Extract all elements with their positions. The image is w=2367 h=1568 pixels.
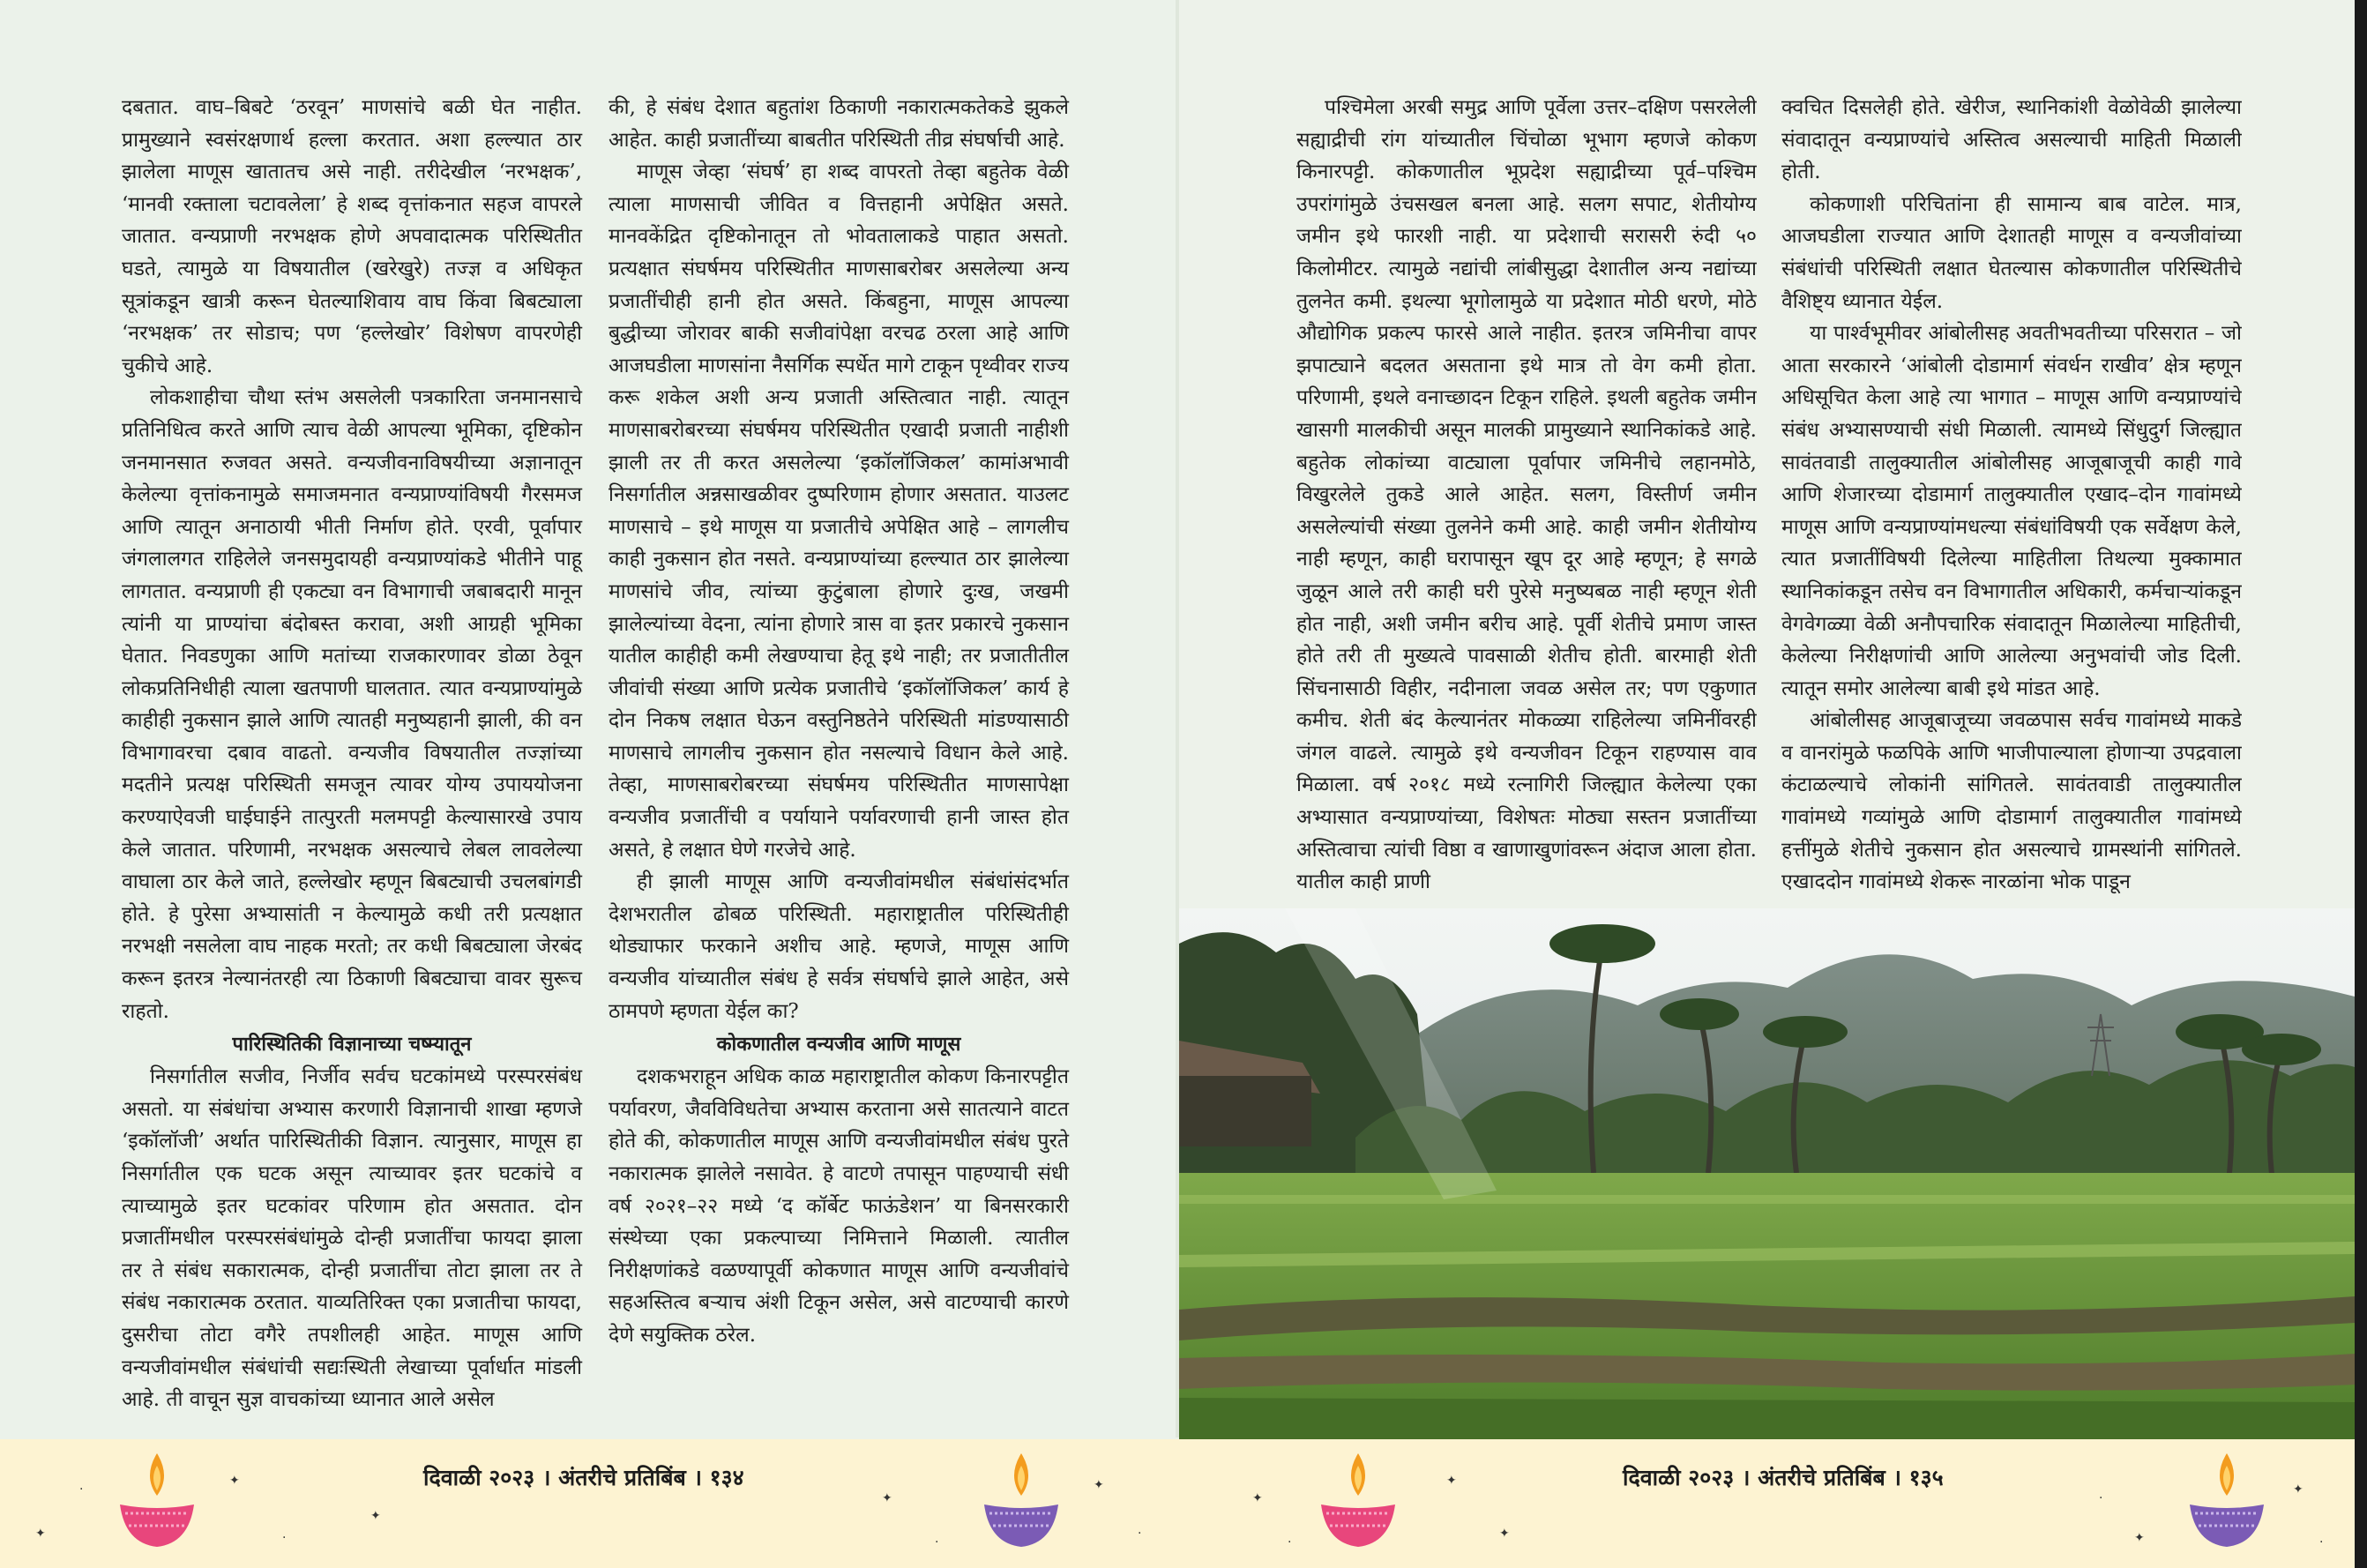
paragraph: कोकणाशी परिचितांना ही सामान्य बाब वाटेल. मात्र, आजघडीला राज्यात आणि देशातही माणूस व वन्यजीवांच्या संबंधांची परिस्थिती लक्षात घेतल्यास कोकणातील परिस्थितीचे वैशिष्ट्य ध्यानात येईल. (1781, 192, 2242, 313)
footer-page-label-left: दिवाळी २०२३ । अंतरीचे प्रतिबिंब । १३४ (423, 1465, 744, 1490)
paragraph: आंबोलीसह आजूबाजूच्या जवळपास सर्वच गावांमध्ये माकडे व वानरांमुळे फळपिके आणि भाजीपाल्याला होणाऱ्या उपद्रवाला कंटाळल्याचे लोकांनी सांगितले. सावंतवाडी तालुक्यातील गावांमध्ये गव्यांमुळे आणि दोडामार्ग तालुक्यातील गावांमध्ये हत्तींमुळे शेतीचे नुकसान होत असल्याचे ग्रामस्थांनी सांगितले. एखाददोन गावांमध्ये शेकरू नारळांना भोक पाडून (1781, 709, 2242, 894)
star-icon: · (935, 1535, 939, 1549)
paragraph: निसर्गातील सजीव, निर्जीव सर्वच घटकांमध्ये परस्परसंबंध असतो. या संबंधांचा अभ्यास करणारी विज्ञानाची शाखा म्हणजे ‘इकॉलॉजी’ अर्थात पारिस्थितीकी विज्ञान. त्यानुसार, माणूस हा निसर्गातील एक घटक असून त्याच्यावर इतर घटकांचे व त्याच्यामुळे इतर घटकांवर परिणाम होत असतात. दोन प्रजातींमधील परस्परसंबंधांमुळे दोन्ही प्रजातींचा फायदा झाला तर ते संबंध सकारात्मक, दोन्ही प्रजातींचा तोटा झाला तर ते संबंध नकारात्मक ठरतात. याव्यतिरिक्त एका प्रजातीचा फायदा, दुसरीचा तोटा वगैरे तपशीलही आहेत. माणूस आणि वन्यजीवांमधील संबंधांची सद्यःस्थिती लेखाच्या पूर्वार्धात मांडली आहे. ती वाचून सुज्ञ वाचकांच्या ध्यानात आले असेल (122, 1065, 582, 1412)
section-heading: कोकणातील वन्यजीव आणि माणूस (716, 1034, 961, 1057)
section-heading: पारिस्थितिकी विज्ञानाच्या चष्म्यातून (232, 1034, 472, 1057)
star-icon: ✦ (370, 1509, 381, 1523)
star-icon: ✦ (1252, 1491, 1263, 1505)
star-icon: · (1288, 1535, 1292, 1549)
paragraph: माणूस जेव्हा ‘संघर्ष’ हा शब्द वापरतो तेव्हा बहुतेक वेळी त्याला माणसाची जीवित व वित्तहानी अपेक्षित असते. मानवकेंद्रित दृष्टिकोनातून तो भोवतालाकडे पाहात असतो. प्रत्यक्षात संघर्षमय परिस्थितीत माणसाबरोबर असलेल्या अन्य प्रजातींचीही हानी होत असते. किंबहुना, माणूस आपल्या बुद्धीच्या जोरावर बाकी सजीवांपेक्षा वरचढ ठरला आहे आणि आजघडीला माणसांना नैसर्गिक स्पर्धेत मागे टाकून पृथ्वीवर राज्य करू शकेल अशी अन्य प्रजाती अस्तित्वात नाही. त्यातून माणसाबरोबरच्या संघर्षमय परिस्थितीत एखादी प्रजाती नाहीशी झाली तर ती करत असलेल्या ‘इकॉलॉजिकल’ कामांअभावी निसर्गातील अन्नसाखळीवर दुष्परिणाम होणार असतात. याउलट माणसाचे – इथे माणूस या प्रजातीचे अपेक्षित आहे – लागलीच काही नुकसान होत नसते. वन्यप्राण्यांच्या हल्ल्यात ठार झालेल्या माणसांचे जीव, त्यांच्या कुटुंबाला होणारे दुःख, जखमी झालेल्यांच्या वेदना, त्यांना होणारे त्रास वा इतर प्रकारचे नुकसान यातील काहीही कमी लेखण्याचा हेतू इथे नाही; तर प्रजातीतील जीवांची संख्या आणि प्रत्येक प्रजातीचे ‘इकॉलॉजिकल’ कार्य हे दोन निकष लक्षात घेऊन वस्तुनिष्ठतेने परिस्थिती मांडण्यासाठी माणसाचे लागलीच नुकसान होत नसल्याचे विधान केले आहे. तेव्हा, माणसाबरोबरच्या संघर्षमय परिस्थितीत माणसापेक्षा वन्यजीव प्रजातींची व पर्यायाने पर्यावरणाची हानी जास्त होत असते, हे लक्षात घेणे गरजेचे आहे. (609, 161, 1069, 862)
paragraph: दबतात. वाघ–बिबटे ‘ठरवून’ माणसांचे बळी घेत नाहीत. प्रामुख्याने स्वसंरक्षणार्थ हल्ला करतात. अशा हल्ल्यात ठार झालेला माणूस खातातच असे नाही. तरीदेखील ‘नरभक्षक’, ‘मानवी रक्ताला चटावलेला’ हे शब्द वृत्तांकनात सहज वापरले जातात. वन्यप्राणी नरभक्षक होणे अपवादात्मक परिस्थितीत घडते, त्यामुळे या विषयातील (खरेखुरे) तज्ज्ञ व अधिकृत सूत्रांकडून खात्री करून घेतल्याशिवाय वाघ किंवा बिबट्याला ‘नरभक्षक’ तर सोडाच; पण ‘हल्लेखोर’ विशेषण वापरणेही चुकीचे आहे. (122, 96, 582, 377)
diya-lamp-icon (1314, 1446, 1402, 1561)
star-icon: ✦ (35, 1527, 46, 1541)
scan-edge (2355, 0, 2367, 1568)
paragraph: दशकभराहून अधिक काळ महाराष्ट्रातील कोकण किनारपट्टीत पर्यावरण, जैवविविधतेचा अभ्यास करताना असे सातत्याने वाटत होते की, कोकणातील माणूस आणि वन्यजीवांमधील संबंध पुरते नकारात्मक झालेले नसावेत. हे वाटणे तपासून पाहण्याची संधी वर्ष २०२१–२२ मध्ये ‘द कॉर्बेट फाऊंडेशन’ या बिनसरकारी संस्थेच्या एका प्रकल्पाच्या निमित्ताने मिळाली. त्यातील निरीक्षणांकडे वळण्यापूर्वी कोकणात माणूस आणि वन्यजीवांचे सहअस्तित्व बऱ्याच अंशी टिकून असेल, असे वाटण्याची कारणे देणे सयुक्तिक ठरेल. (609, 1065, 1069, 1347)
paragraph: पश्चिमेला अरबी समुद्र आणि पूर्वेला उत्तर–दक्षिण पसरलेली सह्याद्रीची रांग यांच्यातील चिंचोळा भूभाग म्हणजे कोकण किनारपट्टी. कोकणातील भूप्रदेश सह्याद्रीच्या पूर्व–पश्चिम उपरांगांमुळे उंचसखल बनला आहे. सलग सपाट, शेतीयोग्य जमीन इथे फारशी नाही. या प्रदेशाची सरासरी रुंदी ५० किलोमीटर. त्यामुळे नद्यांची लांबीसुद्धा देशातील अन्य नद्यांच्या तुलनेत कमी. इथल्या भूगोलामुळे या प्रदेशात मोठी धरणे, मोठे औद्योगिक प्रकल्प फारसे आले नाहीत. इतरत्र जमिनीचा वापर झपाट्याने बदलत असताना इथे मात्र तो वेग कमी होता. परिणामी, इथले वनाच्छादन टिकून राहिले. इथली बहुतेक जमीन खासगी मालकीची असून मालकी प्रामुख्याने स्थानिकांकडे आहे. बहुतेक लोकांच्या वाट्याला पूर्वापार जमिनीचे लहानमोठे, विखुरलेले तुकडे आले आहेत. सलग, विस्तीर्ण जमीन असलेल्यांची संख्या तुलनेने कमी आहे. काही जमीन शेतीयोग्य नाही म्हणून, काही घरापासून खूप दूर आहे म्हणून; हे सगळे जुळून आले तरी काही घरी पुरेसे मनुष्यबळ नाही म्हणून शेती होत नाही, अशी जमीन बरीच आहे. पूर्वी शेतीचे प्रमाण जास्त होते तरी ती मुख्यत्वे पावसाळी शेतीच होती. बारमाही शेती सिंचनासाठी विहीर, नदीनाला जवळ असेल तर; पण एकुणात कमीच. शेती बंद केल्यानंतर मोकळ्या राहिलेल्या जमिनींवरही जंगल वाढले. त्यामुळे इथे वन्यजीवन टिकून राहण्यास वाव मिळाला. वर्ष २०१८ मध्ये रत्नागिरी जिल्ह्यात केलेल्या एका अभ्यासात वन्यप्राण्यांच्या, विशेषतः मोठ्या सस्तन प्रजातींच्या अस्तित्वाचा त्यांची विष्ठा व खाणाखुणांवरून अंदाज आला होता. यातील काही प्राणी (1296, 96, 1757, 894)
star-icon: ✦ (229, 1474, 240, 1488)
diya-lamp-icon (977, 1446, 1065, 1561)
star-icon: ✦ (1094, 1478, 1104, 1492)
star-icon: ✦ (2134, 1531, 2145, 1545)
star-icon: · (2099, 1491, 2103, 1505)
left-column-2 (609, 92, 1069, 1352)
star-icon: ✦ (1499, 1527, 1510, 1541)
landscape-photo (1179, 908, 2355, 1445)
star-icon: · (79, 1482, 84, 1497)
diya-lamp-icon (113, 1446, 201, 1561)
diya-lamp-icon (2183, 1446, 2271, 1561)
right-column-1 (1296, 92, 1757, 912)
paragraph: लोकशाहीचा चौथा स्तंभ असलेली पत्रकारिता जनमानसाचे प्रतिनिधित्व करते आणि त्याच वेळी आपल्या भूमिका, दृष्टिकोन जनमानसात रुजवत असते. वन्यजीवनाविषयीच्या अज्ञानातून केलेल्या वृत्तांकनामुळे समाजमनात वन्यप्राण्यांविषयी गैरसमज आणि त्यातून अनाठायी भीती निर्माण होते. एरवी, पूर्वापार जंगलालगत राहिलेले जनसमुदायही वन्यप्राण्यांकडे भीतीने पाहू लागतात. वन्यप्राणी ही एकट्या वन विभागाची जबाबदारी मानून त्यांनी या प्राण्यांचा बंदोबस्त करावा, अशी आग्रही भूमिका घेतात. निवडणुका आणि मतांच्या राजकारणावर डोळा ठेवून लोकप्रतिनिधीही त्याला खतपाणी घालतात. त्यात वन्यप्राण्यांमुळे काहीही नुकसान झाले आणि त्यातही मनुष्यहानी झाली, की वन विभागावरचा दबाव वाढतो. वन्यजीव विषयातील तज्ज्ञांच्या मदतीने प्रत्यक्ष परिस्थिती समजून त्यावर योग्य उपाययोजना करण्याऐवजी घाईघाईने तात्पुरती मलमपट्टी केल्यासारखे उपाय केले जातात. परिणामी, नरभक्षक असल्याचे लेबल लावलेल्या वाघाला ठार केले जाते, हल्लेखोर म्हणून बिबट्याची उचलबांगडी होते. हे पुरेसा अभ्यासांती न केल्यामुळे कधी तरी प्रत्यक्षात नरभक्षी नसलेला वाघ नाहक मरतो; तर कधी बिबट्याला जेरबंद करून इतरत्र नेल्यानंतरही त्या ठिकाणी बिबट्याचा वावर सुरूच राहतो. (122, 386, 582, 1023)
star-icon: ✦ (1446, 1474, 1457, 1488)
star-icon: · (1138, 1527, 1142, 1541)
star-icon: ✦ (882, 1491, 892, 1505)
star-icon: · (2319, 1535, 2324, 1549)
star-icon: ✦ (2293, 1482, 2304, 1497)
paragraph: ही झाली माणूस आणि वन्यजीवांमधील संबंधांसंदर्भात देशभरातील ढोबळ परिस्थिती. महाराष्ट्रातील परिस्थितीही थोड्याफार फरकाने अशीच आहे. म्हणजे, माणूस आणि वन्यजीव यांच्यातील संबंध हे सर्वत्र संघर्षाचे झाले आहेत, असे ठामपणे म्हणता येईल का? (609, 870, 1069, 1023)
footer-page-label-right: दिवाळी २०२३ । अंतरीचे प्रतिबिंब । १३५ (1623, 1465, 1944, 1490)
paragraph: की, हे संबंध देशात बहुतांश ठिकाणी नकारात्मकतेकडे झुकले आहेत. काही प्रजातींच्या बाबतीत परिस्थिती तीव्र संघर्षाची आहे. (609, 96, 1069, 152)
footer-band (0, 1439, 2355, 1568)
paragraph: या पार्श्वभूमीवर आंबोलीसह अवतीभवतीच्या परिसरात – जो आता सरकारने ‘आंबोली दोडामार्ग संवर्धन राखीव’ क्षेत्र म्हणून अधिसूचित केला आहे त्या भागात – माणूस आणि वन्यप्राण्यांचे संबंध अभ्यासण्याची संधी मिळाली. त्यामध्ये सिंधुदुर्ग जिल्ह्यात सावंतवाडी तालुक्यातील आंबोलीसह आजूबाजूची काही गावे आणि शेजारच्या दोडामार्ग तालुक्यातील एखाद–दोन गावांमध्ये माणूस आणि वन्यप्राण्यांमधल्या संबंधांविषयी एक सर्वेक्षण केले, त्यात प्रजातींविषयी दिलेल्या माहितीला तिथल्या मुक्कामात स्थानिकांकडून तसेच वन विभागातील अधिकारी, कर्मचाऱ्यांकडून वेगवेगळ्या वेळी अनौपचारिक संवादातून मिळालेल्या माहितीची, केलेल्या निरीक्षणांची आणि आलेल्या अनुभवांची जोड दिली. त्यातून समोर आलेल्या बाबी इथे मांडत आहे. (1781, 322, 2242, 700)
paragraph: क्वचित दिसलेही होते. खेरीज, स्थानिकांशी वेळोवेळी झालेल्या संवादातून वन्यप्राण्यांचे अस्तित्व असल्याची माहिती मिळाली होती. (1781, 96, 2242, 184)
right-column-2 (1781, 92, 2242, 930)
left-column-1 (122, 92, 582, 1416)
star-icon: · (282, 1531, 287, 1545)
